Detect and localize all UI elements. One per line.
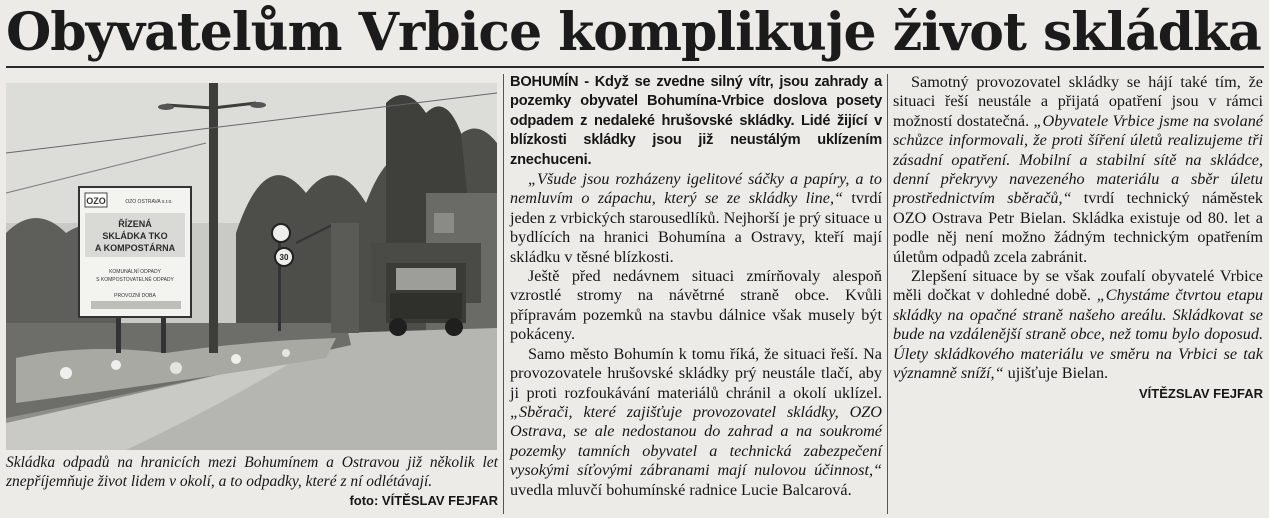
paragraph-4-quote: „Obyvatele Vrbice jsme na svolané schůzce informovali, že proti šíření úletů realizujeme tři zásadní opatření. Mobilní a stabilní sítě na skládce, denní překryvy navezeného materiálu a sběr úletu prostřednictvím sběračů,“ bbox=[893, 111, 1263, 208]
paragraph-1-quote: „Všude jsou rozházeny igelitové sáčky a papíry, a to nemluvím o zápachu, který se ze skládky line,“ bbox=[510, 170, 882, 208]
article-column-2 bbox=[893, 73, 1263, 403]
column-divider-2 bbox=[887, 74, 888, 514]
paragraph-1-rest: tvrdí jeden z vrbických starousedlíků. Nejhorší je prý situace u bydlících na hranici Bohumína a Ostravy, kteří mají skládku v těsné blízkosti. bbox=[510, 189, 882, 266]
caption-text: Skládka odpadů na hranicích mezi Bohumínem a Ostravou již několik let znepříjemňuje život lidem v okolí, a to odpadky, které z ní odlétávají. bbox=[6, 454, 498, 490]
sign-small-1: KOMUNÁLNÍ ODPADY bbox=[109, 269, 161, 275]
paragraph-4 bbox=[893, 73, 1263, 267]
sign-logo: OZO bbox=[86, 196, 106, 206]
sign-company: OZO OSTRAVA s.r.o. bbox=[125, 199, 173, 205]
paragraph-3-end: uvedla mluvčí bohumínské radnice Lucie Balcarová. bbox=[510, 480, 852, 499]
headline: Obyvatelům Vrbice komplikuje život skládka bbox=[6, 2, 1261, 63]
article-author: VÍTĚZSLAV FEJFAR bbox=[1139, 385, 1263, 401]
paragraph-4-end: tvrdí technický náměstek OZO Ostrava Petr Bielan. Skládka existuje od 80. let a podle něj není možno žádným technickým opatřením úletům odpadů zcela zabránit. bbox=[893, 189, 1263, 266]
article-column-1 bbox=[510, 73, 882, 500]
paragraph-5-quote: „Chystáme čtvrtou etapu skládky na opačné straně našeho areálu. Skládkovat se bude na vzdálenější straně obce, než tomu bylo doposud. Úlety skládkového materiálu ve směru na Vrbici se tak významně sníží,“ bbox=[893, 286, 1263, 383]
speed-sign: 30 bbox=[279, 253, 289, 262]
paragraph-3-quote: „Sběrači, které zajišťuje provozovatel skládky, OZO Ostrava, se ale nedostanou do zahrad a na soukromé pozemky tamních obyvatel a technická zabezpečení vysokými síťovými zábranami mají nulovou účinnost,“ bbox=[510, 402, 882, 480]
paragraph-2: Ještě před nedávnem situaci zmírňovaly alespoň vzrostlé stromy na návětrné straně obce. Kvůli přípravám pozemků na stavbu dálnice však musely být pokáceny. bbox=[510, 267, 882, 344]
lead-city: BOHUMÍN bbox=[510, 74, 579, 90]
sign-small-2: S KOMPOSTOVATELNÉ ODPADY bbox=[96, 277, 174, 283]
paragraph-1 bbox=[510, 170, 882, 267]
paragraph-3-start: Samo město Bohumín k tomu říká, že situaci řeší. Na provozovatele hrušovské skládky prý neustále tlačí, aby ji proti rozfoukávání materiálů chránil a okolí uklízel. bbox=[510, 344, 882, 402]
headline-rule bbox=[6, 66, 1264, 68]
lead-text: - Když se zvedne silný vítr, jsou zahrady a pozemky obyvatel Bohumína-Vrbice doslova posety odpadem z nedaleké hrušovské skládky. Lidé žijící v blízkosti skládky jsou již neustálým uklízením znechuceni. bbox=[510, 74, 882, 168]
paragraph-5 bbox=[893, 267, 1263, 383]
sign-title-line1: ŘÍZENÁ bbox=[118, 219, 152, 229]
paragraph-3 bbox=[510, 345, 882, 500]
sign-small-3: PROVOZNÍ DOBA bbox=[114, 293, 156, 299]
sign-title-line2: SKLÁDKA TKO bbox=[102, 231, 168, 241]
photo-caption bbox=[6, 454, 498, 511]
paragraph-5-start: Zlepšení situace by se však zoufalí obyvatelé Vrbice měli dočkat v dohledné době. bbox=[893, 267, 1263, 305]
landfill-photo bbox=[6, 83, 497, 450]
paragraph-4-start: Samotný provozovatel skládky se hájí také tím, že situaci řeší neustále a přijatá opatření jsou v rámci možností dostatečná. bbox=[893, 73, 1263, 130]
column-divider-1 bbox=[503, 74, 504, 514]
sign-title-line3: A KOMPOSTÁRNA bbox=[94, 243, 176, 253]
article-lead bbox=[510, 73, 882, 170]
photo-credit: foto: VÍTĚSLAV FEJFAR bbox=[349, 493, 498, 509]
paragraph-5-end: ujišťuje Bielan. bbox=[1003, 364, 1109, 383]
